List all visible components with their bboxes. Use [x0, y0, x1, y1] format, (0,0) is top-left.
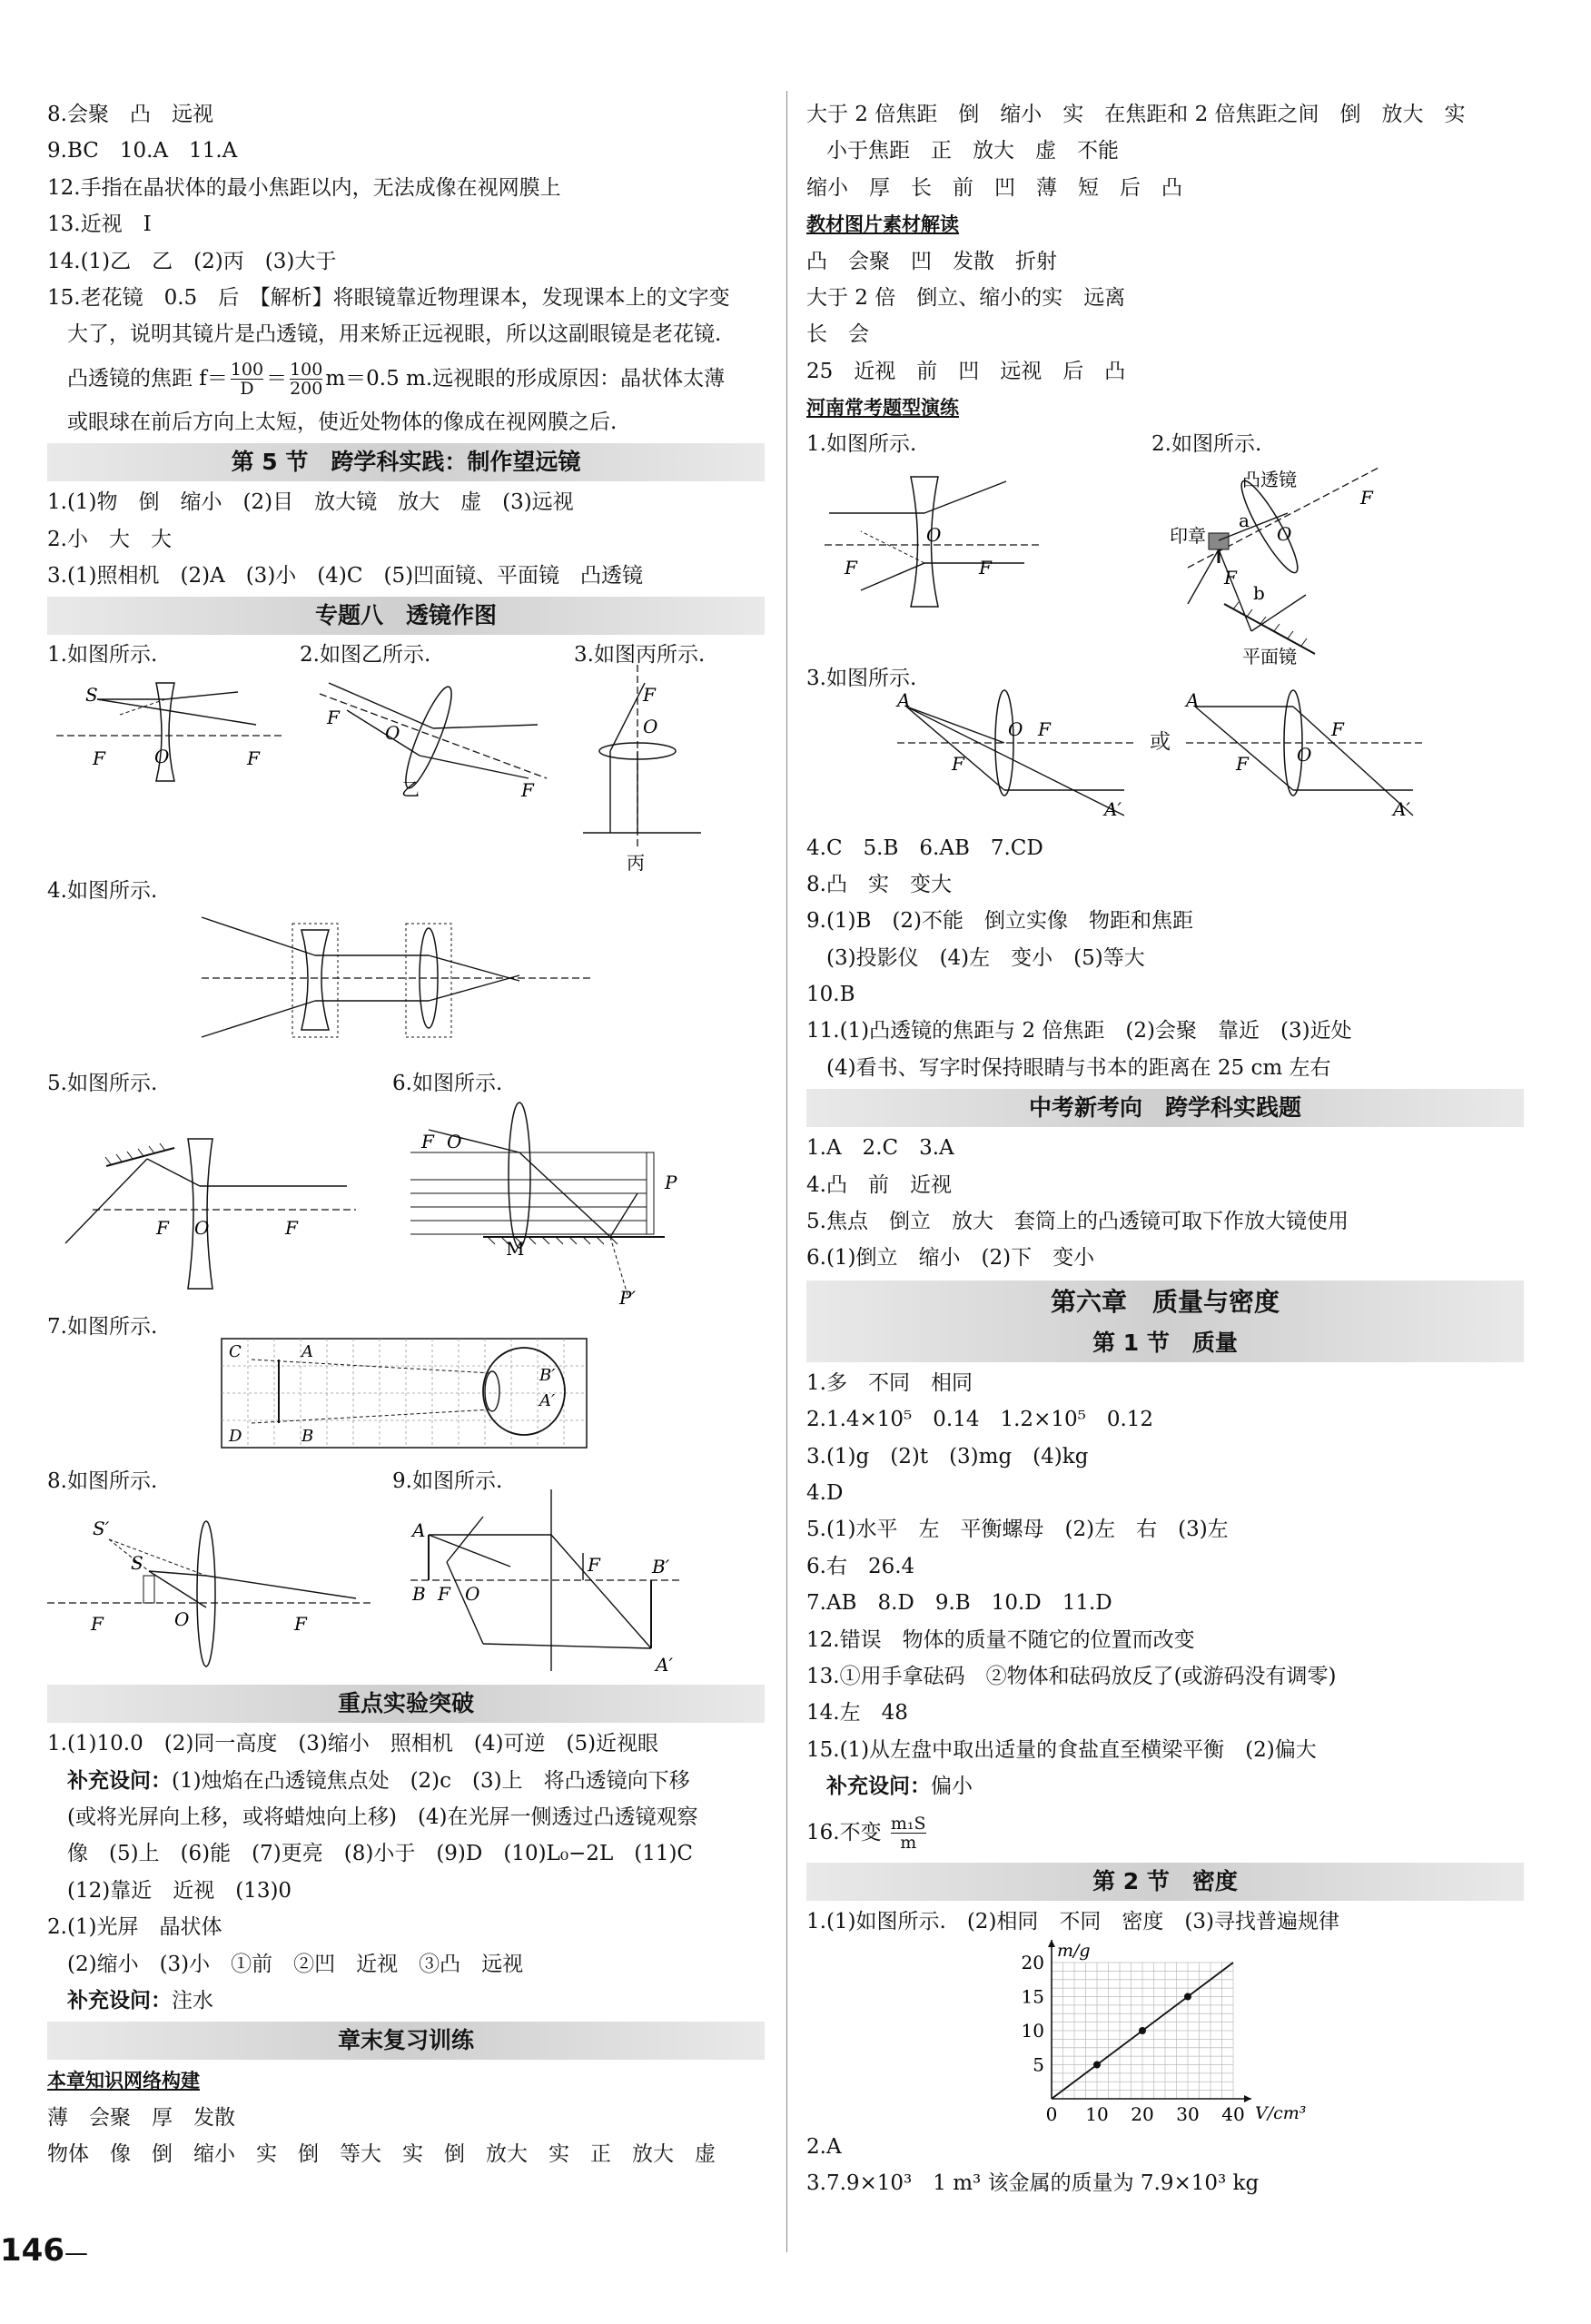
- svg-text:F: F: [93, 747, 105, 770]
- right-column: [806, 96, 1524, 2202]
- svg-text:F: F: [979, 556, 992, 579]
- svg-text:A′: A′: [1393, 797, 1410, 820]
- answer-14: 14.(1)乙 乙 (2)丙 (3)大于: [47, 249, 337, 273]
- label-yi: 乙: [401, 778, 420, 801]
- mass-answer-15: 15.(1)从左盘中取出适量的食盐直至横梁平衡 (2)偏大: [806, 1737, 1317, 1762]
- fig6-caption: 6.如图所示.: [392, 1072, 503, 1096]
- fig1-concave-lens-diagram: [56, 674, 292, 783]
- svg-text:D: D: [229, 1427, 242, 1447]
- henan-fig1-concave-diagram: [825, 472, 1052, 608]
- fig7-block: [47, 1310, 765, 1464]
- x-tick-label: 20: [1131, 2102, 1154, 2125]
- trend-answer-1-3: 1.A 2.C 3.A: [806, 1136, 954, 1161]
- svg-text:F: F: [952, 752, 964, 775]
- trend-answer-6: 6.(1)倒立 缩小 (2)下 变小: [806, 1246, 1095, 1271]
- fig8-candle-lens-diagram: [47, 1489, 383, 1671]
- fig9-caption: 9.如图所示.: [392, 1469, 503, 1494]
- svg-text:O: O: [1277, 522, 1292, 545]
- exp-supplement-2c: 补充设问：注水: [67, 1989, 213, 2013]
- henan-fig-3: [806, 661, 1524, 830]
- henan-answer-9b: (3)投影仪 (4)左 变小 (5)等大: [826, 945, 1145, 970]
- answer-15-line2: 大了，说明其镜片是凸透镜，用来矫正远视眼，所以这副眼镜是老花镜.: [67, 322, 722, 347]
- data-point: [1184, 1993, 1191, 2000]
- y-tick-label: 20: [1021, 1951, 1044, 1973]
- svg-text:F: F: [643, 684, 656, 707]
- chapter-banner: 第六章 质量与密度: [806, 1281, 1524, 1324]
- svg-text:F: F: [247, 747, 260, 770]
- svg-text:B: B: [412, 1583, 426, 1606]
- mass-answer-1: 1.多 不同 相同: [806, 1370, 973, 1395]
- svg-text:O: O: [385, 722, 400, 745]
- answer-13: 13.近视 Ⅰ: [47, 213, 152, 237]
- svg-text:M: M: [506, 1238, 525, 1261]
- y-tick-label: 5: [1033, 2053, 1044, 2076]
- knowledge-line-2: 物体 像 倒 缩小 实 倒 等大 实 倒 放大 实 正 放大 虚: [47, 2142, 716, 2167]
- svg-text:O: O: [1008, 717, 1023, 740]
- s5-answer-2: 2.小 大 大: [47, 527, 172, 551]
- density-answer-3: 3.7.9×10³ 1 m³ 该金属的质量为 7.9×10³ kg: [806, 2171, 1260, 2196]
- fig1-caption: 1.如图所示.: [47, 643, 158, 668]
- henan-fig3-diagram-b: [1186, 688, 1431, 825]
- henan-answer-8: 8.凸 实 变大: [806, 872, 952, 896]
- fig4-caption: 4.如图所示.: [47, 879, 158, 904]
- svg-text:F: F: [1038, 717, 1051, 740]
- svg-text:O: O: [465, 1583, 480, 1606]
- svg-text:B′: B′: [539, 1366, 556, 1386]
- svg-text:F: F: [285, 1217, 298, 1240]
- review-line-3: 缩小 厚 长 前 凹 薄 短 后 凸: [806, 175, 1182, 200]
- data-point: [1139, 2027, 1146, 2034]
- y-tick-label: 10: [1021, 2019, 1044, 2042]
- svg-text:F: F: [91, 1613, 104, 1636]
- section-banner-lens-drawing: 专题八 透镜作图: [47, 597, 765, 635]
- svg-text:O: O: [194, 1217, 210, 1240]
- x-tick-label: 0: [1045, 2102, 1058, 2125]
- henan-answer-11b: (4)看书、写字时保持眼睛与书本的距离在 25 cm 左右: [826, 1055, 1331, 1080]
- review-line-1: 大于 2 倍焦距 倒 缩小 实 在焦距和 2 倍焦距之间 倒 放大 实: [806, 103, 1466, 126]
- svg-text:F: F: [156, 1217, 169, 1240]
- fig2-caption: 2.如图乙所示.: [300, 643, 431, 668]
- trend-answer-5: 5.焦点 倒立 放大 套筒上的凸透镜可取下作放大镜使用: [806, 1210, 1349, 1234]
- s5-answer-1: 1.(1)物 倒 缩小 (2)目 放大镜 放大 虚 (3)远视: [47, 490, 574, 515]
- section-banner-experiments: 重点实验突破: [47, 1685, 765, 1723]
- label-plane-mirror: 平面镜: [1242, 645, 1297, 668]
- density-answer-2: 2.A: [806, 2134, 842, 2159]
- henan-answer-11: 11.(1)凸透镜的焦距与 2 倍焦距 (2)会聚 靠近 (3)近处: [806, 1019, 1352, 1043]
- svg-text:P′: P′: [619, 1287, 636, 1310]
- fig5-mirror-lens-diagram: [65, 1130, 365, 1293]
- svg-text:F: F: [294, 1613, 307, 1636]
- y-axis-arrow: [1048, 1940, 1055, 1947]
- svg-text:O: O: [1297, 743, 1312, 766]
- fraction-m1S-m: $\frac{\text{m₁S}}{m}$: [890, 1814, 926, 1853]
- fig8-caption: 8.如图所示.: [47, 1469, 158, 1494]
- label-convex-lens: 凸透镜: [1242, 468, 1297, 490]
- knowledge-line-1: 薄 会聚 厚 发散: [47, 2105, 235, 2130]
- svg-text:F: F: [1360, 486, 1373, 509]
- formula-prefix: 凸透镜的焦距 f＝: [67, 366, 228, 391]
- y-tick-label: 15: [1021, 1985, 1044, 2008]
- answer-9-11: 9.BC 10.A 11.A: [47, 139, 238, 163]
- svg-text:A: A: [301, 1342, 313, 1362]
- x-tick-label: 30: [1176, 2102, 1200, 2125]
- fig7-eye-grid-diagram: [220, 1337, 592, 1453]
- fig5-6-block: [47, 1066, 765, 1310]
- mass-answer-7-11: 7.AB 8.D 9.B 10.D 11.D: [806, 1591, 1112, 1616]
- exp-supplement-4: (12)靠近 近视 (13)0: [67, 1878, 292, 1903]
- lens-figures-row1: [47, 638, 765, 874]
- section-banner-density: 第 2 节 密度: [806, 1863, 1524, 1901]
- svg-text:B: B: [301, 1427, 314, 1447]
- formula-suffix: m＝0.5 m.远视眼的形成原因：晶状体太薄: [325, 366, 726, 391]
- svg-text:F: F: [1224, 566, 1237, 588]
- mass-answer-6: 6.右 26.4: [806, 1554, 915, 1578]
- mass-answer-5: 5.(1)水平 左 平衡螺母 (2)左 右 (3)左: [806, 1518, 1229, 1542]
- subheading-henan-exam: 河南常考题型演练: [806, 397, 959, 420]
- svg-text:O: O: [926, 523, 942, 546]
- answer-15-line4: 或眼球在前后方向上太短，使近处物体的像成在视网膜之后.: [67, 410, 618, 434]
- svg-text:O: O: [447, 1131, 462, 1153]
- mass-answer-14: 14.左 48: [806, 1701, 908, 1726]
- x-axis-label: V/cm³: [1255, 2102, 1307, 2123]
- fig9-periscope-diagram: [410, 1489, 719, 1680]
- fraction-100-D: $\frac{100}{D}$: [230, 360, 264, 400]
- exp-supplement-2: (或将光屏向上移，或将蜡烛向上移) (4)在光屏一侧透过凸透镜观察: [67, 1805, 698, 1830]
- trend-answer-4: 4.凸 前 近视: [806, 1172, 952, 1197]
- x-tick-label: 10: [1085, 2102, 1109, 2125]
- svg-text:O: O: [174, 1608, 190, 1631]
- svg-text:F: F: [588, 1554, 600, 1577]
- svg-text:F: F: [845, 556, 857, 579]
- svg-text:b: b: [1253, 581, 1265, 604]
- mass-supplement-15: 补充设问：偏小: [826, 1775, 973, 1799]
- svg-text:a: a: [1239, 509, 1250, 531]
- fig3-vertical-lens-diagram: [574, 665, 719, 874]
- label-S: S: [85, 684, 98, 707]
- exp-answer-2: 2.(1)光屏 晶状体: [47, 1915, 222, 1940]
- exp-answer-2b: (2)缩小 (3)小 ①前 ②凹 近视 ③凸 远视: [67, 1952, 524, 1976]
- section-banner-review: 章末复习训练: [47, 2022, 765, 2060]
- fig7-caption: 7.如图所示.: [47, 1315, 158, 1340]
- henan-fig1-caption: 1.如图所示.: [806, 431, 917, 456]
- s5-answer-3: 3.(1)照相机 (2)A (3)小 (4)C (5)凹面镜、平面镜 凸透镜: [47, 563, 644, 588]
- svg-text:F: F: [521, 779, 534, 802]
- svg-text:P: P: [665, 1172, 677, 1194]
- column-divider: [786, 91, 787, 2252]
- page-number: 146—: [0, 2232, 88, 2269]
- fig8-9-block: [47, 1464, 765, 1682]
- henan-answer-9: 9.(1)B (2)不能 倒立实像 物距和焦距: [806, 909, 1194, 934]
- svg-text:A′: A′: [539, 1391, 556, 1411]
- data-point: [1093, 2061, 1101, 2068]
- density-answer-1: 1.(1)如图所示. (2)相同 不同 密度 (3)寻找普遍规律: [806, 1909, 1339, 1933]
- henan-fig3-caption: 3.如图所示.: [806, 666, 917, 690]
- subheading-knowledge-network: 本章知识网络构建: [47, 2070, 200, 2092]
- svg-text:C: C: [229, 1342, 242, 1362]
- review-line-2: 小于焦距 正 放大 虚 不能: [826, 139, 1119, 163]
- svg-text:F: F: [421, 1131, 434, 1153]
- density-chart: [1011, 1940, 1307, 2126]
- x-axis-arrow: [1244, 2095, 1251, 2102]
- henan-answer-10: 10.B: [806, 983, 855, 1007]
- fig5-caption: 5.如图所示.: [47, 1072, 158, 1096]
- mass-answer-13: 13.①用手拿砝码 ②物体和砝码放反了(或游码没有调零): [806, 1664, 1337, 1688]
- textbook-line-4: 25 近视 前 凹 远视 后 凸: [806, 359, 1126, 383]
- mass-answer-12: 12.错误 物体的质量不随它的位置而改变: [806, 1627, 1195, 1652]
- svg-text:O: O: [154, 746, 170, 768]
- svg-text:F: F: [327, 707, 340, 729]
- svg-text:A′: A′: [1104, 797, 1122, 820]
- mass-answer-16: 16.不变 $\frac{\text{m₁S}}{m}$: [806, 1814, 926, 1853]
- henan-fig2-seal-mirror-diagram: [1170, 459, 1406, 668]
- textbook-line-2: 大于 2 倍 倒立、缩小的实 远离: [806, 285, 1126, 310]
- y-axis-label: m/g: [1057, 1940, 1091, 1961]
- mass-answer-3: 3.(1)g (2)t (3)mg (4)kg: [806, 1444, 1089, 1469]
- answer-8: 8.会聚 凸 远视: [47, 103, 213, 126]
- exp-supplement-3: 像 (5)上 (6)能 (7)更亮 (8)小于 (9)D (10)L₀−2L (11)C: [67, 1842, 694, 1866]
- exp-answer-1: 1.(1)10.0 (2)同一高度 (3)缩小 照相机 (4)可逆 (5)近视眼: [47, 1732, 659, 1756]
- textbook-line-1: 凸 会聚 凹 发散 折射: [806, 249, 1057, 273]
- svg-text:S: S: [131, 1552, 143, 1575]
- answer-15-line1: 15.老花镜 0.5 后 【解析】将眼镜靠近物理课本，发现课本上的文字变: [47, 285, 730, 310]
- x-tick-label: 40: [1221, 2102, 1245, 2125]
- exp-supplement-1: 补充设问：(1)烛焰在凸透镜焦点处 (2)c (3)上 将凸透镜向下移: [67, 1768, 690, 1793]
- svg-text:A: A: [897, 688, 911, 711]
- label-bing: 丙: [627, 852, 645, 875]
- label-seal: 印章: [1170, 524, 1206, 547]
- section-banner-new-trends: 中考新考向 跨学科实践题: [806, 1089, 1524, 1127]
- henan-fig-1-2: [806, 427, 1524, 668]
- textbook-line-3: 长 会: [806, 322, 869, 347]
- henan-fig2-caption: 2.如图所示.: [1151, 431, 1262, 456]
- svg-text:F: F: [1236, 752, 1249, 775]
- section-banner-mass: 第 1 节 质量: [806, 1324, 1524, 1362]
- fraction-100-200: $\frac{100}{200}$: [290, 360, 323, 400]
- fig4-block: [47, 874, 765, 1066]
- svg-text:A′: A′: [656, 1654, 673, 1676]
- svg-text:S′: S′: [93, 1518, 110, 1540]
- svg-text:B′: B′: [652, 1556, 670, 1578]
- svg-text:O: O: [643, 716, 658, 738]
- svg-text:F: F: [438, 1583, 450, 1606]
- henan-answer-4-7: 4.C 5.B 6.AB 7.CD: [806, 836, 1043, 860]
- svg-text:F: F: [1331, 717, 1344, 740]
- fig6-mirror-diagram: [410, 1093, 719, 1310]
- answer-15-formula: 凸透镜的焦距 f＝ $\frac{100}{D}$ ＝ $\frac{100}{200}$ m＝0.5 m.远视眼的形成原因：晶状体太薄: [67, 360, 726, 400]
- subheading-textbook-images: 教材图片素材解读: [806, 213, 959, 236]
- fig2-convex-lens-diagram: [311, 674, 556, 801]
- henan-fig3-diagram-a: [897, 688, 1142, 825]
- mass-answer-2: 2.1.4×10⁵ 0.14 1.2×10⁵ 0.12: [806, 1408, 1154, 1432]
- or-text: 或: [1150, 729, 1171, 754]
- section-banner-telescope: 第 5 节 跨学科实践：制作望远镜: [47, 443, 765, 481]
- fig3-caption: 3.如图丙所示.: [574, 643, 706, 668]
- fig4-telescope-diagram: [202, 901, 610, 1064]
- svg-text:A: A: [1186, 688, 1200, 711]
- mass-answer-4: 4.D: [806, 1480, 844, 1505]
- density-chart-block: [806, 1940, 1524, 2129]
- left-column: [47, 96, 765, 2173]
- answer-12: 12.手指在晶状体的最小焦距以内，无法成像在视网膜上: [47, 175, 561, 200]
- svg-text:A: A: [412, 1519, 426, 1542]
